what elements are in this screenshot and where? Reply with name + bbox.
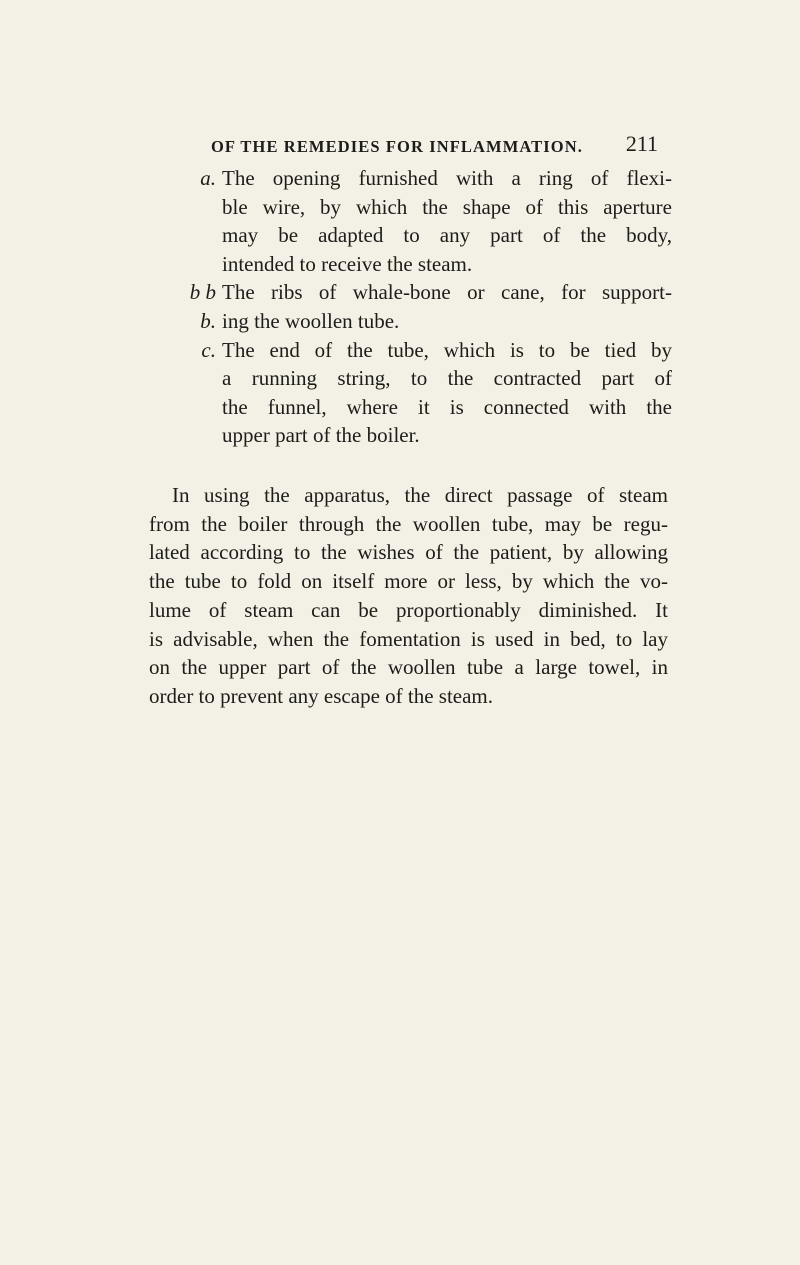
key-text-line: upper part of the boiler. bbox=[222, 423, 420, 448]
paragraph-line: from the boiler through the woollen tube, may be regu- bbox=[149, 511, 668, 536]
key-text-line: ble wire, by which the shape of this aperture bbox=[222, 194, 672, 219]
key-text-line: The opening furnished with a ring of flexi- bbox=[222, 166, 672, 190]
key-text-line: may be adapted to any part of the body, bbox=[222, 223, 672, 248]
key-entry-a bbox=[172, 164, 672, 278]
key-text-line: a running string, to the contracted part of bbox=[222, 366, 672, 391]
running-head-title: OF THE REMEDIES FOR INFLAMMATION. bbox=[211, 137, 583, 156]
paragraph-line: the tube to fold on itself more or less, by which the vo- bbox=[149, 569, 668, 594]
paragraph-line: lume of steam can be proportionably diminished. It bbox=[149, 597, 668, 622]
body-paragraph bbox=[149, 481, 668, 711]
figure-key-list bbox=[172, 164, 672, 450]
key-text-line: The end of the tube, which is to be tied by bbox=[222, 337, 672, 362]
running-head bbox=[211, 131, 658, 163]
paragraph-line: on the upper part of the woollen tube a large towel, in bbox=[149, 655, 668, 680]
key-letter: b b b. bbox=[189, 280, 216, 333]
page-number: 211 bbox=[625, 131, 658, 156]
key-entry-bbb bbox=[172, 278, 672, 335]
key-text-line: the funnel, where it is connected with the bbox=[222, 394, 672, 419]
paragraph-line: is advisable, when the fomentation is used in bed, to lay bbox=[149, 626, 668, 651]
paragraph-line: order to prevent any escape of the steam. bbox=[149, 683, 494, 708]
key-entry-c bbox=[172, 336, 672, 450]
paragraph-line: lated according to the wishes of the patient, by allowing bbox=[149, 540, 668, 565]
key-text-line: The ribs of whale-bone or cane, for support- bbox=[222, 280, 672, 305]
key-text-line: intended to receive the steam. bbox=[222, 251, 473, 276]
key-letter: c. bbox=[201, 337, 216, 362]
key-letter: a. bbox=[200, 166, 216, 190]
paragraph-line: In using the apparatus, the direct passage of steam bbox=[172, 483, 668, 507]
key-text-line: ing the woollen tube. bbox=[222, 308, 400, 333]
